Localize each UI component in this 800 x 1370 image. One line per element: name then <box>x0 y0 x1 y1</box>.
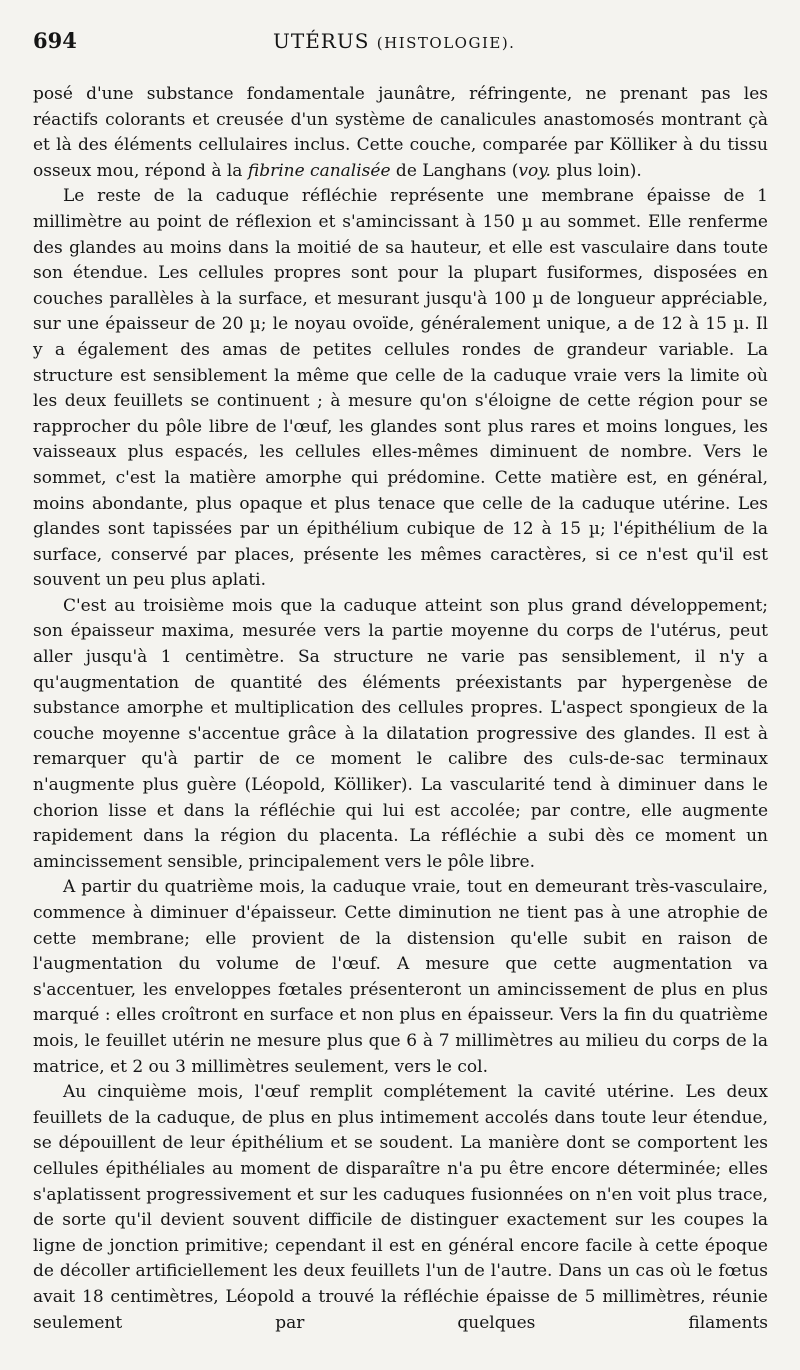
paragraph-1-emphasis-2: voy. <box>518 160 551 181</box>
paragraph-1-text-c: plus loin). <box>550 160 642 181</box>
paragraph-1-text-b: de Langhans ( <box>390 160 519 181</box>
paragraph-3: C'est au troisième mois que la caduque atteint son plus grand développement; son épaisseur maxima, mesurée vers la partie moyenne du corps de l'utérus, peut aller jusqu'à 1 centimètre. Sa structure ne varie pas sensiblement, il n'y a qu'augmentation de quantité des éléments préexistants par hypergenèse de substance amorphe et multiplication des cellules propres. L'aspect spongieux de la couche moyenne s'accentue grâce à la dilatation progressive des glandes. Il est à remarquer qu'à partir de ce moment le calibre des culs-de-sac terminaux n'augmente plus guère (Léopold, Kölliker). La vascularité tend à diminuer dans le chorion lisse et dans la réfléchie qui lui est accolée; par contre, elle augmente rapidement dans la région du placenta. La réfléchie a subi dès ce moment un amincissement sensible, principalement vers le pôle libre. <box>33 595 768 872</box>
paragraph-2: Le reste de la caduque réfléchie représente une membrane épaisse de 1 millimètre au point de réflexion et s'amincissant à 150 µ au sommet. Elle renferme des glandes au moins dans la moitié de sa hauteur, et elle est vasculaire dans toute son étendue. Les cellules propres sont pour la plupart fusiformes, disposées en couches parallèles à la surface, et mesurant jusqu'à 100 µ de longueur appréciable, sur une épaisseur de 20 µ; le noyau ovoïde, généralement unique, a de 12 à 15 µ. Il y a également des amas de petites cellules rondes de grandeur variable. La structure est sensiblement la même que celle de la caduque vraie vers la limite où les deux feuillets se continuent ; à mesure qu'on s'éloigne de cette région pour se rapprocher du pôle libre de l'œuf, les glandes sont plus rares et moins longues, les vaisseaux plus espacés, les cellules elles-mêmes diminuent de nombre. Vers le sommet, c'est la matière amorphe qui prédomine. Cette matière est, en général, moins abondante, plus opaque et plus tenace que celle de la caduque utérine. Les glandes sont tapissées par un épithélium cubique de 12 à 15 µ; l'épithélium de la surface, conservé par places, présente les mêmes caractères, si ce n'est qu'il est souvent un peu plus aplati. <box>33 186 768 591</box>
paragraph-1 <box>33 82 768 184</box>
running-title <box>273 29 515 53</box>
running-title-subtitle: (HISTOLOGIE). <box>376 34 516 52</box>
paragraph-1-text-a: posé d'une substance fondamentale jaunâtre, réfringente, ne prenant pas les réactifs colorants et creusée d'un système de canalicules anastomosés montrant çà et là des éléments cellulaires inclus. Cette couche, comparée par Kölliker à du tissu osseux mou, répond à la <box>33 84 768 181</box>
body-text <box>33 82 768 1336</box>
page-number: 694 <box>33 28 77 53</box>
paragraph-5: Au cinquième mois, l'œuf remplit complétement la cavité utérine. Les deux feuillets de la caduque, de plus en plus intimement accolés dans toute leur étendue, se dépouillent de leur épithélium et se soudent. La manière dont se comportent les cellules épithéliales au moment de disparaître n'a pu être encore déterminée; elles s'aplatissent progressivement et sur les caduques fusionnées on n'en voit plus trace, de sorte qu'il devient souvent difficile de distinguer exactement sur les coupes la ligne de jonction primitive; cependant il est en général encore facile à cette époque de décoller artificiellement les deux feuillets l'un de l'autre. Dans un cas où le fœtus avait 18 centimètres, Léopold a trouvé la réfléchie épaisse de 5 millimètres, réunie seulement par quelques filaments <box>33 1082 768 1333</box>
running-title-main: UTÉRUS <box>273 29 370 53</box>
paragraph-4: A partir du quatrième mois, la caduque vraie, tout en demeurant très-vasculaire, commence à diminuer d'épaisseur. Cette diminution ne tient pas à une atrophie de cette membrane; elle provient de la distension qu'elle subit en raison de l'augmentation du volume de l'œuf. A mesure que cette augmentation va s'accentuer, les enveloppes fœtales présenteront un amincissement de plus en plus marqué : elles croîtront en surface et non plus en épaisseur. Vers la fin du quatrième mois, le feuillet utérin ne mesure plus que 6 à 7 millimètres au milieu du corps de la matrice, et 2 ou 3 millimètres seulement, vers le col. <box>33 877 768 1077</box>
running-header <box>33 28 768 62</box>
paragraph-1-emphasis: fibrine canalisée <box>247 160 391 181</box>
